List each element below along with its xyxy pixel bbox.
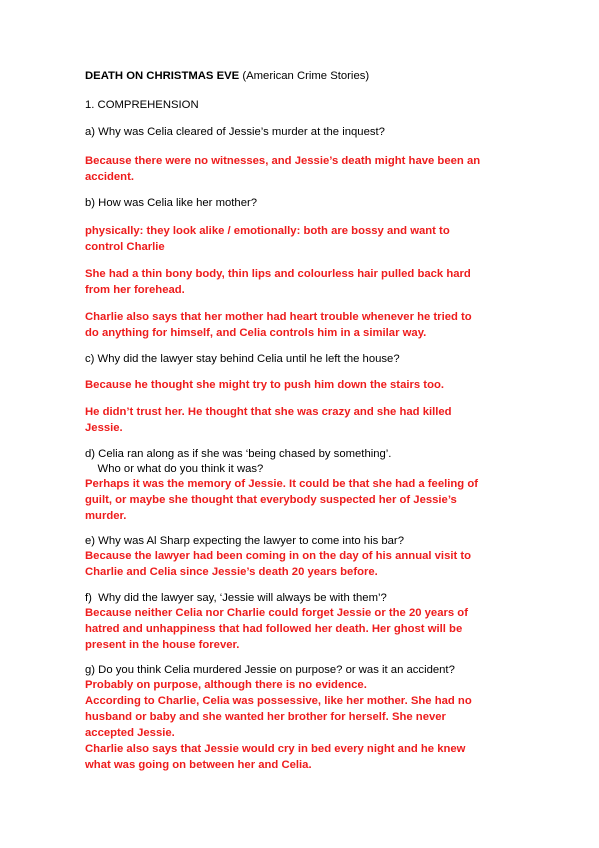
answer-line: According to Charlie, Celia was possessive, like her mother. She had no xyxy=(85,695,472,707)
answer-line: Perhaps it was the memory of Jessie. It could be that she had a feeling of xyxy=(85,478,478,490)
title-subtitle: (American Crime Stories) xyxy=(239,70,370,82)
answer-line: from her forehead. xyxy=(85,284,185,296)
answer-line: Charlie and Celia since Jessie’s death 20 years before. xyxy=(85,566,378,578)
answer-line: accident. xyxy=(85,171,134,183)
section-heading: 1. COMPREHENSION xyxy=(85,99,199,111)
question-b: b) How was Celia like her mother? xyxy=(85,197,258,209)
question-d: d) Celia ran along as if she was ‘being chased by something’. xyxy=(85,448,392,460)
answer-line: murder. xyxy=(85,510,127,522)
answer-line: physically: they look alike / emotionally: both are bossy and want to xyxy=(85,225,450,237)
answer-line: guilt, or maybe she thought that everybody suspected her of Jessie’s xyxy=(85,494,457,506)
question-f: f) Why did the lawyer say, ‘Jessie will always be with them’? xyxy=(85,592,387,604)
answer-line: Probably on purpose, although there is no evidence. xyxy=(85,679,367,691)
answer-line: do anything for himself, and Celia controls him in a similar way. xyxy=(85,327,427,339)
answer-line: what was going on between her and Celia. xyxy=(85,759,312,771)
answer-line: Because there were no witnesses, and Jessie’s death might have been an xyxy=(85,155,481,167)
question-c: c) Why did the lawyer stay behind Celia until he left the house? xyxy=(85,353,400,365)
answer-line: Jessie. xyxy=(85,422,123,434)
answer-line: Because neither Celia nor Charlie could forget Jessie or the 20 years of xyxy=(85,607,468,619)
question-g: g) Do you think Celia murdered Jessie on purpose? or was it an accident? xyxy=(85,664,455,676)
answer-line: Because he thought she might try to push him down the stairs too. xyxy=(85,379,445,391)
answer-line: Charlie also says that her mother had heart trouble whenever he tried to xyxy=(85,311,472,323)
answer-line: control Charlie xyxy=(85,241,165,253)
document-title xyxy=(85,68,369,84)
answer-line: He didn’t trust her. He thought that she was crazy and she had killed xyxy=(85,406,452,418)
answer-line: husband or baby and she wanted her brother for herself. She never xyxy=(85,711,446,723)
question-d-cont: Who or what do you think it was? xyxy=(85,463,264,475)
answer-line: Because the lawyer had been coming in on the day of his annual visit to xyxy=(85,550,472,562)
answer-line: Charlie also says that Jessie would cry in bed every night and he knew xyxy=(85,743,466,755)
title-bold: DEATH ON CHRISTMAS EVE xyxy=(85,70,240,82)
answer-line: She had a thin bony body, thin lips and colourless hair pulled back hard xyxy=(85,268,471,280)
question-a: a) Why was Celia cleared of Jessie’s murder at the inquest? xyxy=(85,126,385,138)
question-e: e) Why was Al Sharp expecting the lawyer to come into his bar? xyxy=(85,535,404,547)
answer-line: accepted Jessie. xyxy=(85,727,175,739)
answer-line: present in the house forever. xyxy=(85,639,240,651)
answer-line: hatred and unhappiness that had followed her death. Her ghost will be xyxy=(85,623,463,635)
